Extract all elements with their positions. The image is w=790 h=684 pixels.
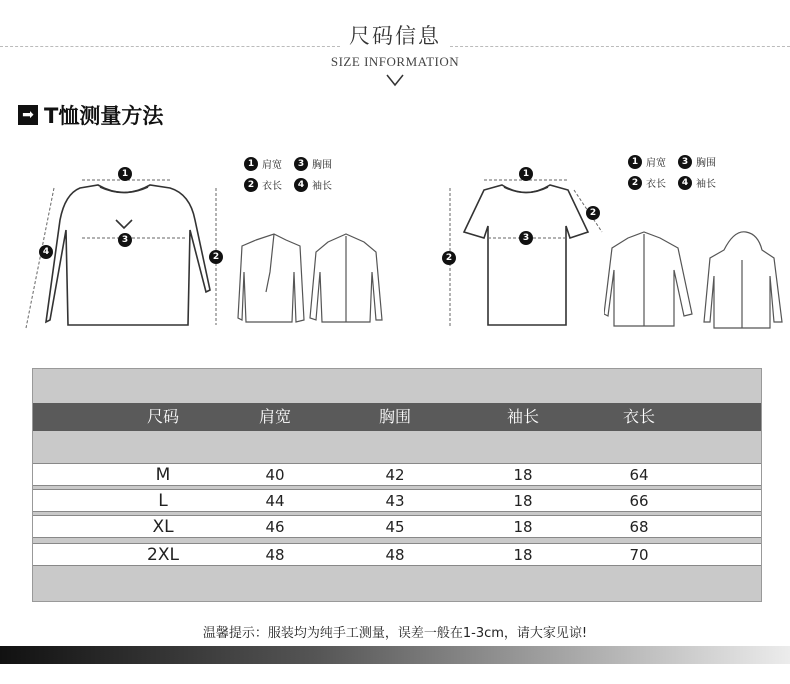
chevron-down-icon bbox=[385, 72, 405, 91]
table-cell: 18 bbox=[513, 466, 533, 484]
legend-label: 肩宽 bbox=[262, 160, 282, 171]
diagram-marker-1: 1 bbox=[118, 167, 132, 181]
marker-4: 4 bbox=[678, 176, 692, 190]
footer-gradient-bar bbox=[0, 646, 790, 664]
legend-label: 袖长 bbox=[312, 181, 332, 192]
divider-right bbox=[450, 46, 790, 47]
blazer-icon bbox=[236, 232, 386, 332]
legend-label: 胸围 bbox=[312, 160, 332, 171]
table-cell: 46 bbox=[265, 518, 285, 536]
marker-1: 1 bbox=[244, 157, 258, 171]
legend-right-row1 bbox=[628, 154, 728, 169]
table-cell: 64 bbox=[629, 466, 649, 484]
measurement-note: 温馨提示：服装均为纯手工测量，误差一般在1-3cm，请大家见谅! bbox=[202, 626, 588, 641]
diagram-marker-2: 2 bbox=[586, 206, 600, 220]
diagram-marker-2: 2 bbox=[209, 250, 223, 264]
table-cell: 40 bbox=[265, 466, 285, 484]
header-cell: 衣长 bbox=[622, 407, 655, 426]
section-header bbox=[18, 100, 163, 130]
table-cell: 43 bbox=[385, 492, 405, 510]
marker-3: 3 bbox=[678, 155, 692, 169]
legend-label: 胸围 bbox=[696, 158, 716, 169]
t-shirt-icon bbox=[440, 160, 610, 335]
table-row bbox=[33, 543, 761, 566]
table-cell: 44 bbox=[265, 492, 285, 510]
header-cell: 尺码 bbox=[146, 407, 179, 426]
diagram-marker-3: 3 bbox=[519, 231, 533, 245]
table-cell: 18 bbox=[513, 546, 533, 564]
legend-label: 肩宽 bbox=[646, 158, 666, 169]
header-cell: 袖长 bbox=[506, 407, 539, 426]
header-cell: 肩宽 bbox=[258, 407, 291, 426]
legend-label: 衣长 bbox=[262, 181, 282, 192]
table-cell: L bbox=[158, 491, 168, 511]
table-cell: 70 bbox=[629, 546, 649, 564]
marker-1: 1 bbox=[628, 155, 642, 169]
table-row bbox=[33, 463, 761, 486]
marker-2: 2 bbox=[244, 178, 258, 192]
legend-label: 袖长 bbox=[696, 179, 716, 190]
table-cell: 48 bbox=[385, 546, 405, 564]
table-cell: 48 bbox=[265, 546, 285, 564]
marker-2: 2 bbox=[628, 176, 642, 190]
table-cell: 18 bbox=[513, 492, 533, 510]
section-title: T恤测量方法 bbox=[44, 104, 164, 128]
divider-left bbox=[0, 46, 340, 47]
marker-3: 3 bbox=[294, 157, 308, 171]
page-subtitle: SIZE INFORMATION bbox=[330, 54, 460, 69]
table-header bbox=[33, 403, 761, 431]
marker-4: 4 bbox=[294, 178, 308, 192]
arrow-right-icon: ➡ bbox=[18, 105, 38, 125]
diagram-marker-1: 1 bbox=[519, 167, 533, 181]
diagram-marker-2b: 2 bbox=[442, 251, 456, 265]
table-cell: 68 bbox=[629, 518, 649, 536]
table-cell: 2XL bbox=[147, 545, 179, 565]
table-cell: 45 bbox=[385, 518, 405, 536]
page-title: 尺码信息 bbox=[349, 24, 441, 48]
table-row bbox=[33, 489, 761, 512]
table-cell: 42 bbox=[385, 466, 405, 484]
size-table bbox=[32, 368, 762, 602]
table-cell: M bbox=[155, 465, 171, 485]
diagram-marker-4: 4 bbox=[39, 245, 53, 259]
table-cell: 66 bbox=[629, 492, 649, 510]
header-cell: 胸围 bbox=[378, 407, 411, 426]
legend-label: 衣长 bbox=[646, 179, 666, 190]
table-row bbox=[33, 515, 761, 538]
long-sleeve-shirt-icon bbox=[20, 160, 240, 335]
legend-left-row1 bbox=[244, 156, 344, 171]
legend-left-row2 bbox=[244, 177, 344, 192]
legend-right-row2 bbox=[628, 175, 728, 190]
shirt-and-hoodie-icon bbox=[604, 230, 784, 332]
table-cell: 18 bbox=[513, 518, 533, 536]
diagram-marker-3: 3 bbox=[118, 233, 132, 247]
table-cell: XL bbox=[152, 517, 174, 537]
